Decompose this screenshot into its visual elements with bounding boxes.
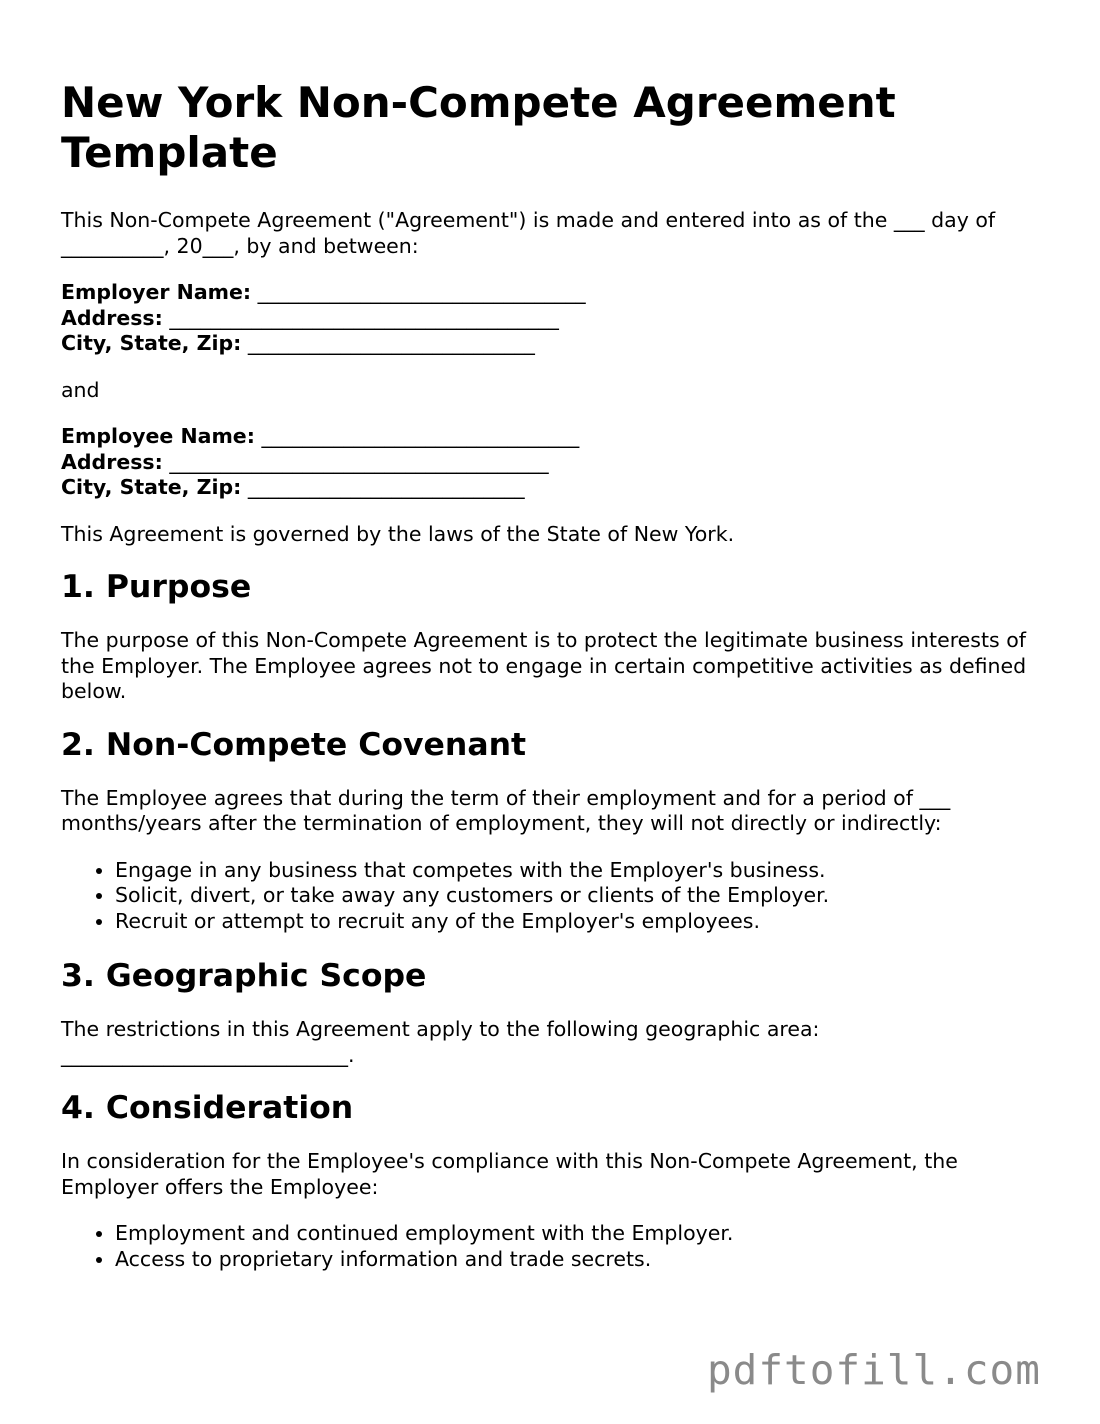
consideration-list	[61, 1221, 1041, 1272]
employee-address-blank[interactable]: _____________________________________	[169, 449, 549, 474]
section-text-geographic-scope: The restrictions in this Agreement apply to the following geographic area: ____________________________.	[61, 1017, 820, 1067]
list-item: • Solicit, divert, or take away any customers or clients of the Employer.	[115, 883, 1041, 909]
section-heading-geographic-scope: 3. Geographic Scope	[61, 958, 427, 994]
employee-city-row	[61, 475, 1041, 501]
list-item: • Recruit or attempt to recruit any of the Employer's employees.	[115, 909, 1041, 935]
section-text-non-compete: The Employee agrees that during the term of their employment and for a period of ___ months/years after the termination of employment, they will not directly or indirectly:	[61, 785, 951, 835]
employee-name-label: Employee Name:	[61, 424, 255, 448]
employer-fields	[61, 280, 1041, 357]
watermark-logo: pdftofill.com	[707, 1346, 1041, 1394]
employer-name-label: Employer Name:	[61, 280, 252, 304]
employer-city-row	[61, 331, 1041, 357]
section-heading-non-compete: 2. Non-Compete Covenant	[61, 726, 527, 763]
employer-city-blank[interactable]: ____________________________	[247, 331, 535, 355]
document-page	[61, 78, 1041, 1295]
section-text-consideration: In consideration for the Employee's compliance with this Non-Compete Agreement, the Employer offers the Employee:	[61, 1149, 958, 1199]
employer-city-label: City, State, Zip:	[61, 331, 242, 355]
employer-name-row	[61, 280, 1041, 306]
employee-address-row	[61, 450, 1041, 476]
employee-fields	[61, 424, 1041, 501]
employee-name-row	[61, 424, 1041, 450]
document-title: New York Non-Compete Agreement Template	[61, 78, 896, 177]
governing-law-text: This Agreement is governed by the laws of the State of New York.	[61, 521, 735, 546]
employer-address-label: Address:	[61, 305, 163, 330]
intro-paragraph: This Non-Compete Agreement ("Agreement") is made and entered into as of the ___ day of __________, 20___, by and between:	[61, 208, 996, 258]
employer-address-blank[interactable]: ______________________________________	[169, 305, 559, 330]
employee-name-blank[interactable]: _______________________________	[261, 424, 580, 448]
employer-address-row	[61, 306, 1041, 332]
employee-address-label: Address:	[61, 449, 163, 474]
employee-city-label: City, State, Zip:	[61, 475, 242, 499]
employee-city-blank[interactable]: ___________________________	[247, 475, 525, 499]
non-compete-list	[61, 858, 1041, 935]
list-item: • Engage in any business that competes with the Employer's business.	[115, 858, 1041, 884]
and-text: and	[61, 377, 100, 402]
section-heading-consideration: 4. Consideration	[61, 1090, 354, 1126]
list-item: • Access to proprietary information and trade secrets.	[115, 1247, 1041, 1273]
employer-name-blank[interactable]: ________________________________	[257, 280, 586, 304]
section-heading-purpose: 1. Purpose	[61, 569, 252, 605]
section-text-purpose: The purpose of this Non-Compete Agreement is to protect the legitimate business interests of the Employer. The Employee agrees not to engage in certain competitive activities as defined below.	[61, 628, 1027, 703]
list-item: • Employment and continued employment with the Employer.	[115, 1221, 1041, 1247]
